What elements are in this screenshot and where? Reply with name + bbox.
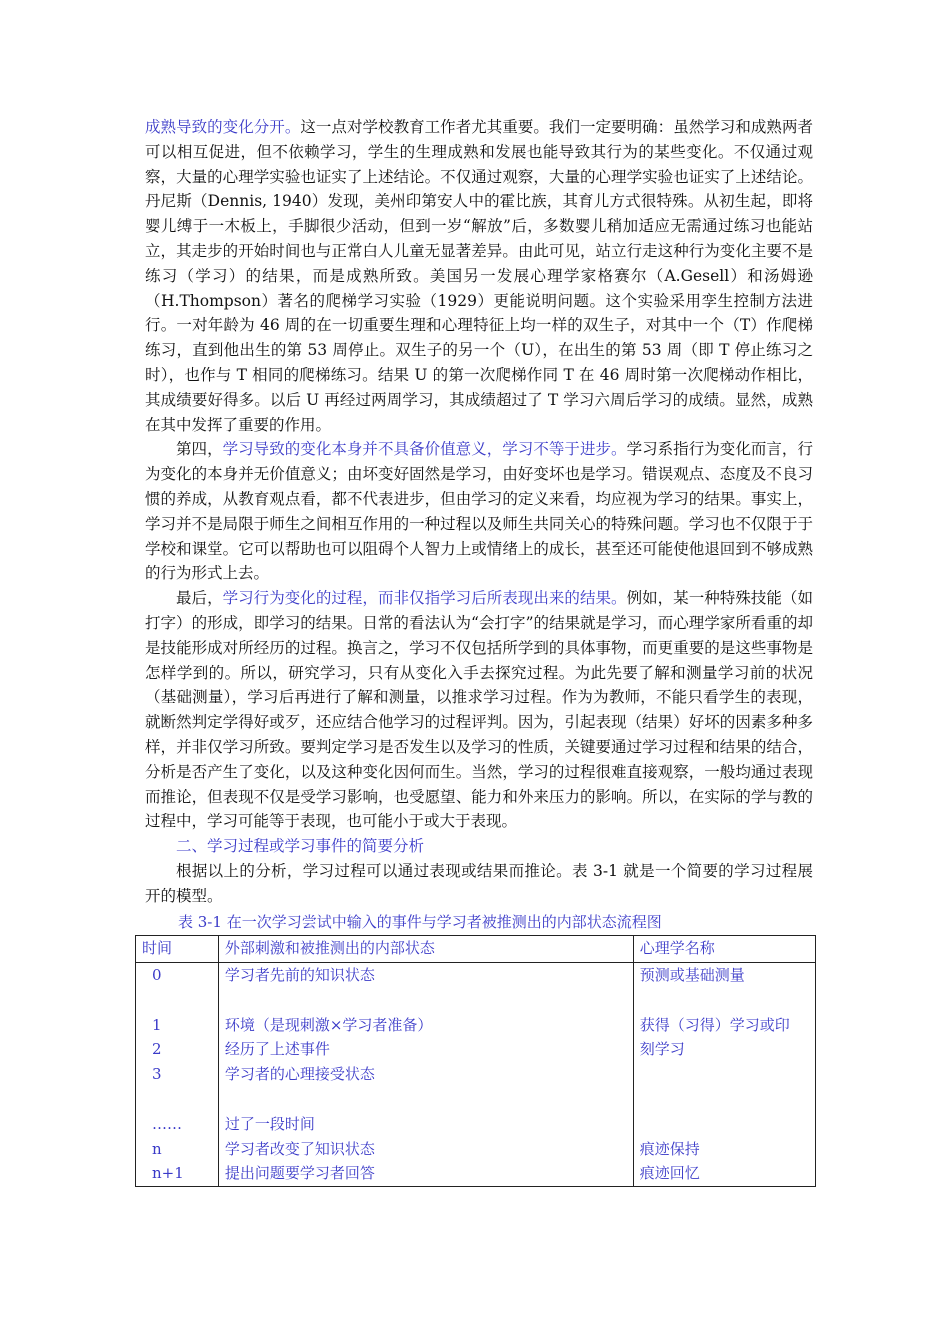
emphasis-text: 学习行为变化的过程，而非仅指学习后所表现出来的结果。	[222, 589, 627, 608]
emphasis-text: 学习导致的变化本身并不具备价值意义，学习不等于进步。	[222, 440, 627, 459]
table-row: 0 学习者先前的知识状态 预测或基础测量	[136, 963, 816, 988]
paragraph-4: 根据以上的分析，学习过程可以通过表现或结果而推论。表 3-1 就是一个简要的学习过程展开的模型。	[145, 861, 813, 905]
table-row	[136, 988, 816, 1013]
column-header: 心理学名称	[633, 936, 815, 963]
table-header-row	[136, 936, 816, 963]
table-row: n+1 提出问题要学习者回答 痕迹回忆	[136, 1161, 816, 1186]
column-header: 外部刺激和被推测出的内部状态	[218, 936, 633, 963]
table-row: 2 经历了上述事件 刻学习	[136, 1037, 816, 1062]
table-row	[136, 1087, 816, 1112]
table-row: …… 过了一段时间	[136, 1112, 816, 1137]
column-header: 时间	[136, 936, 219, 963]
paragraph-2: 第四，学习导致的变化本身并不具备价值意义，学习不等于进步。学习系指行为变化而言，行为变化的本身并无价值意义；由坏变好固然是学习，由好变坏也是学习。错误观点、态度及不良习惯的养成，从教育观点看，都不代表进步，但由学习的定义来看，均应视为学习的结果。事实上，学习并不是局限于师生之间相互作用的一种过程以及师生共同关心的特殊问题。学习也不仅限于于学校和课堂。它可以帮助也可以阻碍个人智力上或情绪上的成长，甚至还可能使他退回到不够成熟的行为形式上去。	[145, 440, 813, 583]
paragraph-1: 成熟导致的变化分开。这一点对学校教育工作者尤其重要。我们一定要明确：虽然学习和成熟两者可以相互促进，但不依赖学习，学生的生理成熟和发展也能导致其行为的某些变化。不仅通过观察，大量的心理学实验也证实了上述结论。不仅通过观察，大量的心理学实验也证实了上述结论。丹尼斯（Dennis, 1940）发现，美州印第安人中的霍比族，其育儿方式很特殊。从初生起，即将婴儿缚于一木板上，手脚很少活动，但到一岁“解放”后，多数婴儿稍加适应无需通过练习也能站立，其走步的开始时间也与正常白人儿童无显著差异。由此可见，站立行走这种行为变化主要不是练习（学习）的结果，而是成熟所致。美国另一发展心理学家格赛尔（A.Gesell）和汤姆逊（H.Thompson）著名的爬梯学习实验（1929）更能说明问题。这个实验采用孪生控制方法进行。一对年龄为 46 周的在一切重要生理和心理特征上均一样的双生子，对其中一个（T）作爬梯练习，直到他出生的第 53 周停止。双生子的另一个（U），在出生的第 53 周（即 T 停止练习之时），也作与 T 相同的爬梯练习。结果 U 的第一次爬梯作同 T 在 46 周时第一次爬梯动作相比，其成绩要好得多。以后 U 再经过两周学习，其成绩超过了 T 学习六周后学习的成绩。显然，成熟在其中发挥了重要的作用。	[145, 118, 813, 434]
table-row: 3 学习者的心理接受状态	[136, 1062, 816, 1087]
paragraph-3: 最后，学习行为变化的过程，而非仅指学习后所表现出来的结果。例如，某一种特殊技能（如打字）的形成，即学习的结果。日常的看法认为“会打字”的结果就是学习，而心理学家所看重的却是技能形成对所经历的过程。换言之，学习不仅包括所学到的具体事物，而更重要的是这些事物是怎样学到的。所以，研究学习，只有从变化入手去探究过程。为此先要了解和测量学习前的状况（基础测量），学习后再进行了解和测量，以推求学习过程。作为为教师，不能只看学生的表现，就断然判定学得好或歹，还应结合他学习的过程评判。因为，引起表现（结果）好坏的因素多种多样，并非仅学习所致。要判定学习是否发生以及学习的性质，关键要通过学习过程和结果的结合，分析是否产生了变化，以及这种变化因何而生。当然，学习的过程很难直接观察，一般均通过表现而推论，但表现不仅是受学习影响，也受愿望、能力和外来压力的影响。所以，在实际的学与教的过程中，学习可能等于表现，也可能小于或大于表现。	[145, 589, 813, 831]
document-body	[145, 115, 813, 909]
table-row: n 学习者改变了知识状态 痕迹保持	[136, 1137, 816, 1162]
emphasis-text: 成熟导致的变化分开。	[145, 118, 301, 136]
process-table	[135, 935, 816, 1187]
section-heading: 二、学习过程或学习事件的简要分析	[176, 837, 425, 856]
table-row: 1 环境（是现刺激×学习者准备） 获得（习得）学习或印	[136, 1013, 816, 1038]
table-caption: 表 3-1 在一次学习尝试中输入的事件与学习者被推测出的内部状态流程图	[178, 913, 662, 931]
